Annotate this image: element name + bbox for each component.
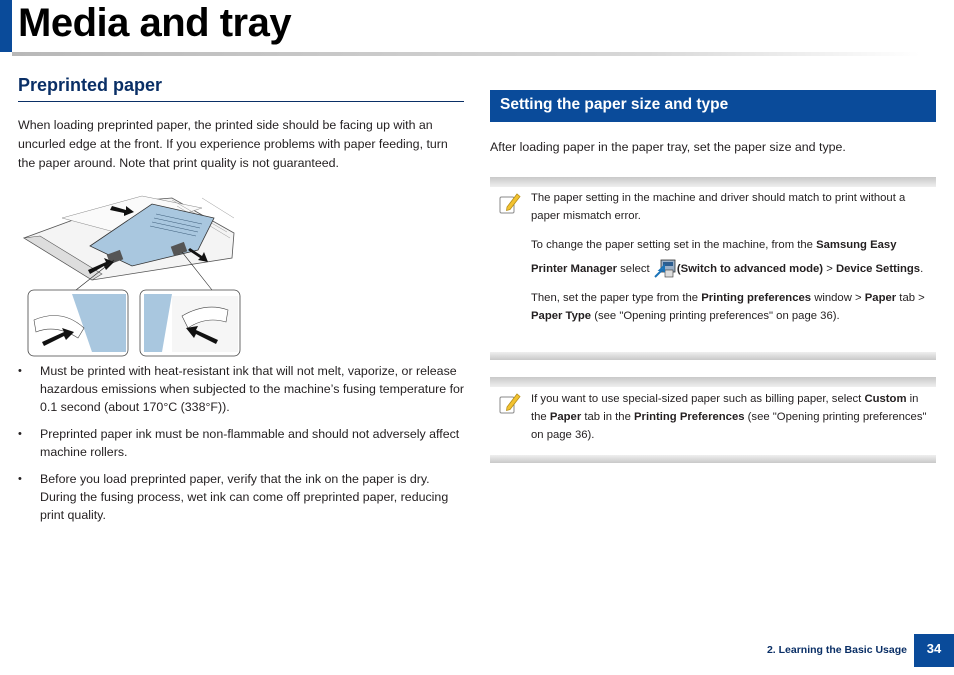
section-heading-rule <box>18 101 464 102</box>
note-top-band <box>490 377 936 387</box>
note-bottom-band <box>490 352 936 360</box>
tray-loading-illustration <box>22 188 244 358</box>
section-heading-bar <box>490 90 936 122</box>
page-title: Media and tray <box>18 1 292 45</box>
paper-size-intro: After loading paper in the paper tray, set the paper size and type. <box>490 140 846 154</box>
note-pencil-icon <box>498 391 522 415</box>
note-pencil-icon <box>498 191 522 215</box>
list-item: • Preprinted paper ink must be non-flammable and should not adversely affect machine rollers. <box>18 425 466 461</box>
note-top-band <box>490 177 936 187</box>
switch-advanced-mode-icon <box>654 259 676 279</box>
chapter-label: 2. Learning the Basic Usage <box>766 644 907 656</box>
note-text: To change the paper setting set in the machine, from the Samsung Easy Printer Manager select (Switch to advanced mode) > Device Settings. <box>531 233 936 281</box>
title-divider <box>12 52 920 56</box>
note-bottom-band <box>490 455 936 463</box>
note-box-paper-setting <box>490 177 936 360</box>
preprinted-intro: When loading preprinted paper, the printed side should be facing up with an uncurled edge at the front. If you experience problems with paper feeding, turn the paper around. Note that print quality is not guaranteed. <box>18 118 448 170</box>
note-text: The paper setting in the machine and driver should match to print without a paper mismatch error. <box>531 192 906 222</box>
note-text: Then, set the paper type from the Printing preferences window > Paper tab > Paper Type (see "Opening printing preferences" on page 36). <box>531 292 925 322</box>
preprinted-requirements-list <box>18 362 466 533</box>
note-text: If you want to use special-sized paper such as billing paper, select Custom in the Paper tab in the Printing Preferences (see "Opening printing preferences" on page 36). <box>531 393 927 441</box>
list-item: • Before you load preprinted paper, verify that the ink on the paper is dry. During the fusing process, wet ink can come off preprinted paper, reducing print quality. <box>18 470 466 524</box>
title-accent-bar <box>0 0 12 52</box>
section-heading-preprinted: Preprinted paper <box>18 75 163 95</box>
page-number: 34 <box>914 634 954 667</box>
list-item: • Must be printed with heat-resistant ink that will not melt, vaporize, or release hazardous emissions when subjected to the machine’s fusing temperature for 0.1 second (about 170°C (338°F)). <box>18 362 466 416</box>
section-heading-paper-size: Setting the paper size and type <box>500 96 729 113</box>
note-box-custom-paper <box>490 377 936 463</box>
